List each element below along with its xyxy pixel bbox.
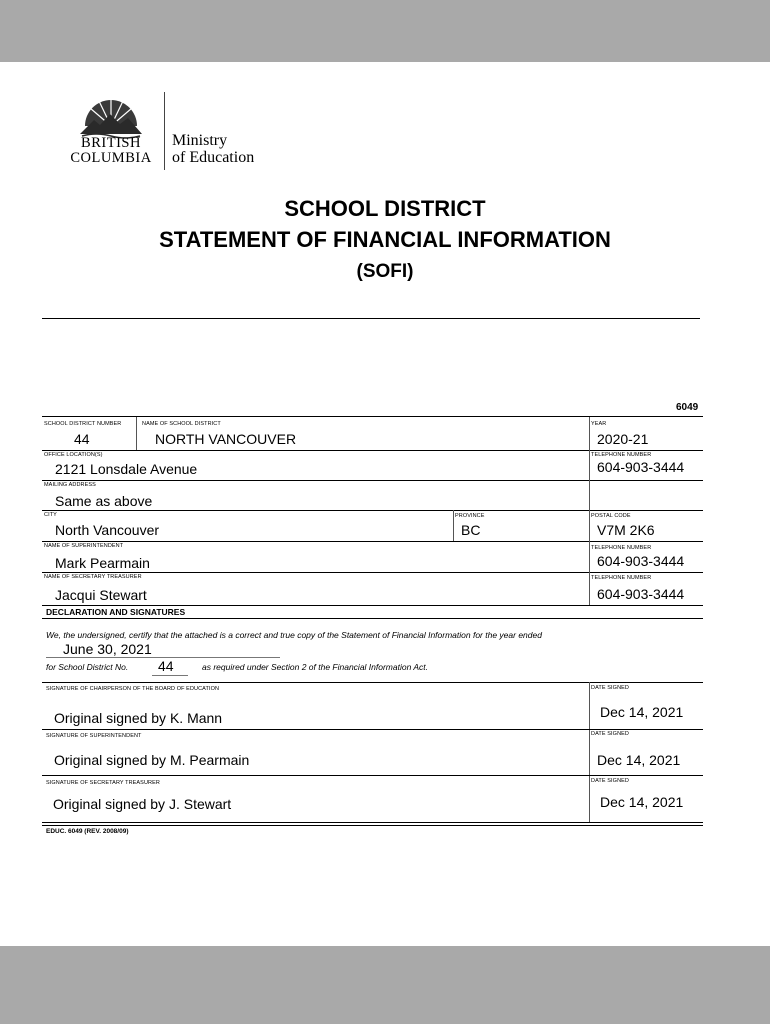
signature-rule xyxy=(42,682,703,683)
ministry-line-2: of Education xyxy=(172,149,255,166)
signature-secretary: Original signed by J. Stewart xyxy=(53,796,232,812)
date-label-chair: DATE SIGNED xyxy=(591,685,629,691)
signature-superintendent: Original signed by M. Pearmain xyxy=(54,752,250,768)
field-district-name: NORTH VANCOUVER xyxy=(155,431,297,447)
bc-sun-mountain-icon xyxy=(76,90,146,140)
label-secretary-treasurer: NAME OF SECRETARY TREASURER xyxy=(44,574,142,580)
field-year: 2020-21 xyxy=(597,431,649,447)
bottom-viewer-bar xyxy=(0,946,770,1024)
district-no-underline xyxy=(152,675,188,676)
bc-line-1: BRITISH xyxy=(81,135,141,151)
label-superintendent-phone: TELEPHONE NUMBER xyxy=(591,545,652,551)
label-district-name: NAME OF SCHOOL DISTRICT xyxy=(142,421,221,427)
field-office-phone: 604-903-3444 xyxy=(597,459,685,475)
column-divider xyxy=(453,510,454,541)
top-viewer-bar xyxy=(0,0,770,62)
title-divider xyxy=(42,318,700,319)
signature-bottom-rule xyxy=(42,822,703,823)
signature-rule xyxy=(42,729,703,730)
bc-line-2: COLUMBIA xyxy=(70,150,152,166)
signature-label-superintendent: SIGNATURE OF SUPERINTENDENT xyxy=(46,733,142,739)
form-revision-footer: EDUC. 6049 (REV. 2008/09) xyxy=(46,828,129,835)
form-rule xyxy=(42,572,703,573)
ministry-line-1: Ministry xyxy=(172,132,228,149)
form-top-rule xyxy=(42,416,703,417)
page-title-line-2: STATEMENT OF FINANCIAL INFORMATION xyxy=(159,227,611,252)
for-district-prefix: for School District No. xyxy=(46,662,129,672)
page-title-line-1: SCHOOL DISTRICT xyxy=(284,196,486,221)
label-secretary-phone: TELEPHONE NUMBER xyxy=(591,575,652,581)
field-mailing-address: Same as above xyxy=(55,493,153,509)
label-postal-code: POSTAL CODE xyxy=(591,513,631,519)
ministry-wordmark xyxy=(172,132,254,166)
declaration-heading: DECLARATION AND SIGNATURES xyxy=(46,607,186,617)
bc-wordmark xyxy=(68,136,154,166)
form-number: 6049 xyxy=(676,402,699,413)
date-label-secretary: DATE SIGNED xyxy=(591,778,629,784)
form-rule xyxy=(42,618,703,619)
label-superintendent: NAME OF SUPERINTENDENT xyxy=(44,543,124,549)
field-province: BC xyxy=(461,522,481,538)
field-secretary-phone: 604-903-3444 xyxy=(597,586,685,602)
signature-rule xyxy=(42,775,703,776)
field-city: North Vancouver xyxy=(55,522,160,538)
label-city: CITY xyxy=(44,512,57,518)
field-superintendent-phone: 604-903-3444 xyxy=(597,553,685,569)
logo-divider xyxy=(164,92,165,170)
column-divider xyxy=(136,417,137,450)
date-chair: Dec 14, 2021 xyxy=(600,704,684,720)
form-rule xyxy=(42,450,703,451)
form-rule xyxy=(42,510,703,511)
bc-ministry-logo xyxy=(60,86,280,176)
date-secretary: Dec 14, 2021 xyxy=(600,794,684,810)
label-mailing-address: MAILING ADDRESS xyxy=(44,482,96,488)
signature-chair: Original signed by K. Mann xyxy=(54,710,223,726)
field-district-no: 44 xyxy=(158,658,174,674)
label-year: YEAR xyxy=(591,421,607,427)
label-office-phone: TELEPHONE NUMBER xyxy=(591,452,652,458)
form-rule xyxy=(42,541,703,542)
signature-label-secretary: SIGNATURE OF SECRETARY TREASURER xyxy=(46,780,160,786)
signature-date-divider xyxy=(589,682,590,823)
label-office-location: OFFICE LOCATION(S) xyxy=(44,452,103,458)
signature-bottom-rule-2 xyxy=(42,825,703,826)
field-secretary-treasurer: Jacqui Stewart xyxy=(55,587,147,603)
field-year-ended: June 30, 2021 xyxy=(63,641,152,657)
page-title-line-3: (SOFI) xyxy=(356,261,414,282)
as-required-statement: as required under Section 2 of the Financial Information Act. xyxy=(202,662,429,672)
label-district-number: SCHOOL DISTRICT NUMBER xyxy=(44,421,122,427)
form-rule xyxy=(42,480,703,481)
label-province: PROVINCE xyxy=(455,513,485,519)
date-label-superintendent: DATE SIGNED xyxy=(591,731,629,737)
signature-label-chair: SIGNATURE OF CHAIRPERSON OF THE BOARD OF EDUCATION xyxy=(46,686,220,692)
date-superintendent: Dec 14, 2021 xyxy=(597,752,681,768)
field-superintendent: Mark Pearmain xyxy=(55,555,150,571)
column-divider xyxy=(589,417,590,605)
field-office-location: 2121 Lonsdale Avenue xyxy=(55,461,198,477)
field-postal-code: V7M 2K6 xyxy=(597,522,655,538)
declaration-statement: We, the undersigned, certify that the attached is a correct and true copy of the Statement of Financial Information for the year ended xyxy=(46,630,542,640)
form-rule xyxy=(42,605,703,606)
field-district-number: 44 xyxy=(74,431,90,447)
